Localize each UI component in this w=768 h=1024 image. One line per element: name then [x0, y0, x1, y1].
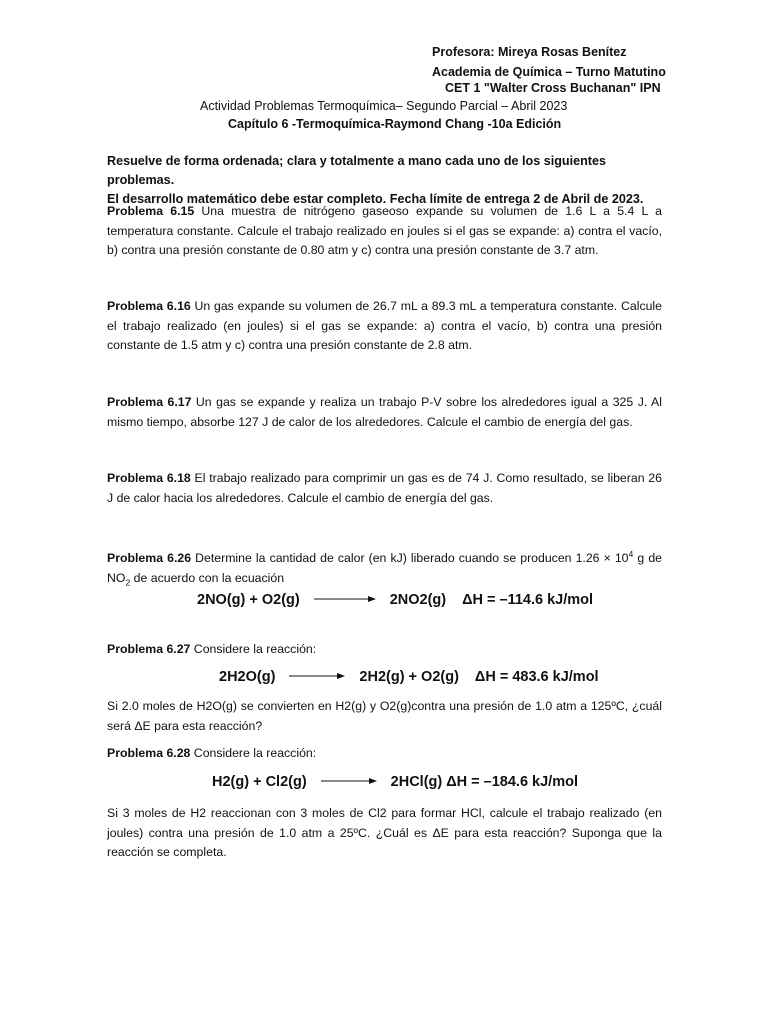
problem-label: Problema 6.15 — [107, 204, 195, 218]
problem-text: Un gas expande su volumen de 26.7 mL a 89.3 mL a temperatura constante. Calcule el trabajo realizado (en joules) si el gas se expande: a) contra el vacío, b) contra una presión constante de 1.5 atm y c) contra una presión constante de 2.8 atm. — [107, 299, 663, 352]
problem-6-28 — [107, 744, 662, 764]
problem-label: Problema 6.18 — [107, 471, 191, 485]
problem-text: Determine la cantidad de calor (en kJ) liberado cuando se producen 1.26 × 10 — [191, 551, 629, 566]
school-line: CET 1 "Walter Cross Buchanan" IPN — [445, 81, 661, 95]
problem-6-26 — [107, 545, 662, 593]
equation-products: 2H2(g) + O2(g) — [359, 669, 459, 685]
problem-label: Problema 6.16 — [107, 299, 191, 313]
equation-reactants: 2NO(g) + O2(g) — [197, 592, 300, 608]
academy-line: Academia de Química – Turno Matutino — [432, 65, 666, 79]
exponent: 4 — [628, 549, 634, 559]
instructions-line-1: Resuelve de forma ordenada; clara y totalmente a mano cada uno de los siguientes problemas. — [107, 154, 607, 187]
teacher-name: Profesora: Mireya Rosas Benítez — [432, 45, 627, 59]
problem-label: Problema 6.28 — [107, 746, 191, 760]
instructions — [107, 152, 667, 209]
problem-label: Problema 6.26 — [107, 551, 192, 566]
instructions-line-2: El desarrollo matemático debe estar completo. Fecha límite de entrega 2 de Abril de 2023. — [107, 192, 644, 206]
problem-6-18 — [107, 469, 662, 508]
equation-6-26 — [197, 592, 593, 608]
problem-text: de acuerdo con la ecuación — [130, 570, 285, 585]
problem-text: Un gas se expande y realiza un trabajo P-V sobre los alrededores igual a 325 J. Al mismo tiempo, absorbe 127 J de calor de los alrededores. Calcule el cambio de energía del gas. — [107, 395, 662, 429]
problem-6-16 — [107, 297, 662, 356]
subscript: 2 — [125, 577, 131, 588]
equation-products: 2HCl(g) ΔH = –184.6 kJ/mol — [390, 774, 578, 790]
equation-products: 2NO2(g) — [389, 592, 447, 608]
problem-text: g de NO — [107, 551, 662, 585]
equation-6-28 — [212, 774, 578, 790]
equation-enthalpy: ΔH = –114.6 kJ/mol — [462, 592, 594, 608]
reaction-arrow-icon — [289, 669, 345, 685]
problem-text: Una muestra de nitrógeno gaseoso expande su volumen de 1.6 L a 5.4 L a temperatura constante. Calcule el trabajo realizado en joules si el gas se expande: a) contra el vacío, b) contra una presión constante de 0.80 atm y c) contra una presión constante de 3.7 atm. — [107, 204, 662, 257]
problem-label: Problema 6.17 — [107, 395, 192, 409]
activity-title: Actividad Problemas Termoquímica– Segundo Parcial – Abril 2023 — [200, 99, 568, 113]
reaction-arrow-icon — [321, 774, 377, 790]
equation-reactants: 2H2O(g) — [219, 669, 276, 685]
problem-6-15 — [107, 202, 662, 261]
equation-6-27 — [219, 669, 599, 685]
equation-reactants: H2(g) + Cl2(g) — [212, 774, 307, 790]
reaction-arrow-icon — [314, 592, 376, 608]
problem-text: Considere la reacción: — [190, 642, 317, 656]
problem-text: Considere la reacción: — [190, 746, 317, 760]
problem-6-27-question: Si 2.0 moles de H2O(g) se convierten en H2(g) y O2(g)contra una presión de 1.0 atm a 125ºC, ¿cuál será ΔE para esta reacción? — [107, 699, 662, 733]
chapter-title: Capítulo 6 -Termoquímica-Raymond Chang -10a Edición — [228, 117, 562, 131]
equation-enthalpy: ΔH = 483.6 kJ/mol — [474, 669, 599, 685]
problem-6-17 — [107, 393, 662, 432]
problem-label: Problema 6.27 — [107, 642, 191, 656]
problem-text: El trabajo realizado para comprimir un gas es de 74 J. Como resultado, se liberan 26 J de calor hacia los alrededores. Calcule el cambio de energía del gas. — [107, 471, 662, 505]
problem-6-28-question: Si 3 moles de H2 reaccionan con 3 moles de Cl2 para formar HCl, calcule el trabajo realizado (en joules) contra una presión de 1.0 atm a 25ºC. ¿Cuál es ΔE para esta reacción? Suponga que la reacción se completa. — [107, 806, 662, 859]
problem-6-27 — [107, 640, 662, 660]
